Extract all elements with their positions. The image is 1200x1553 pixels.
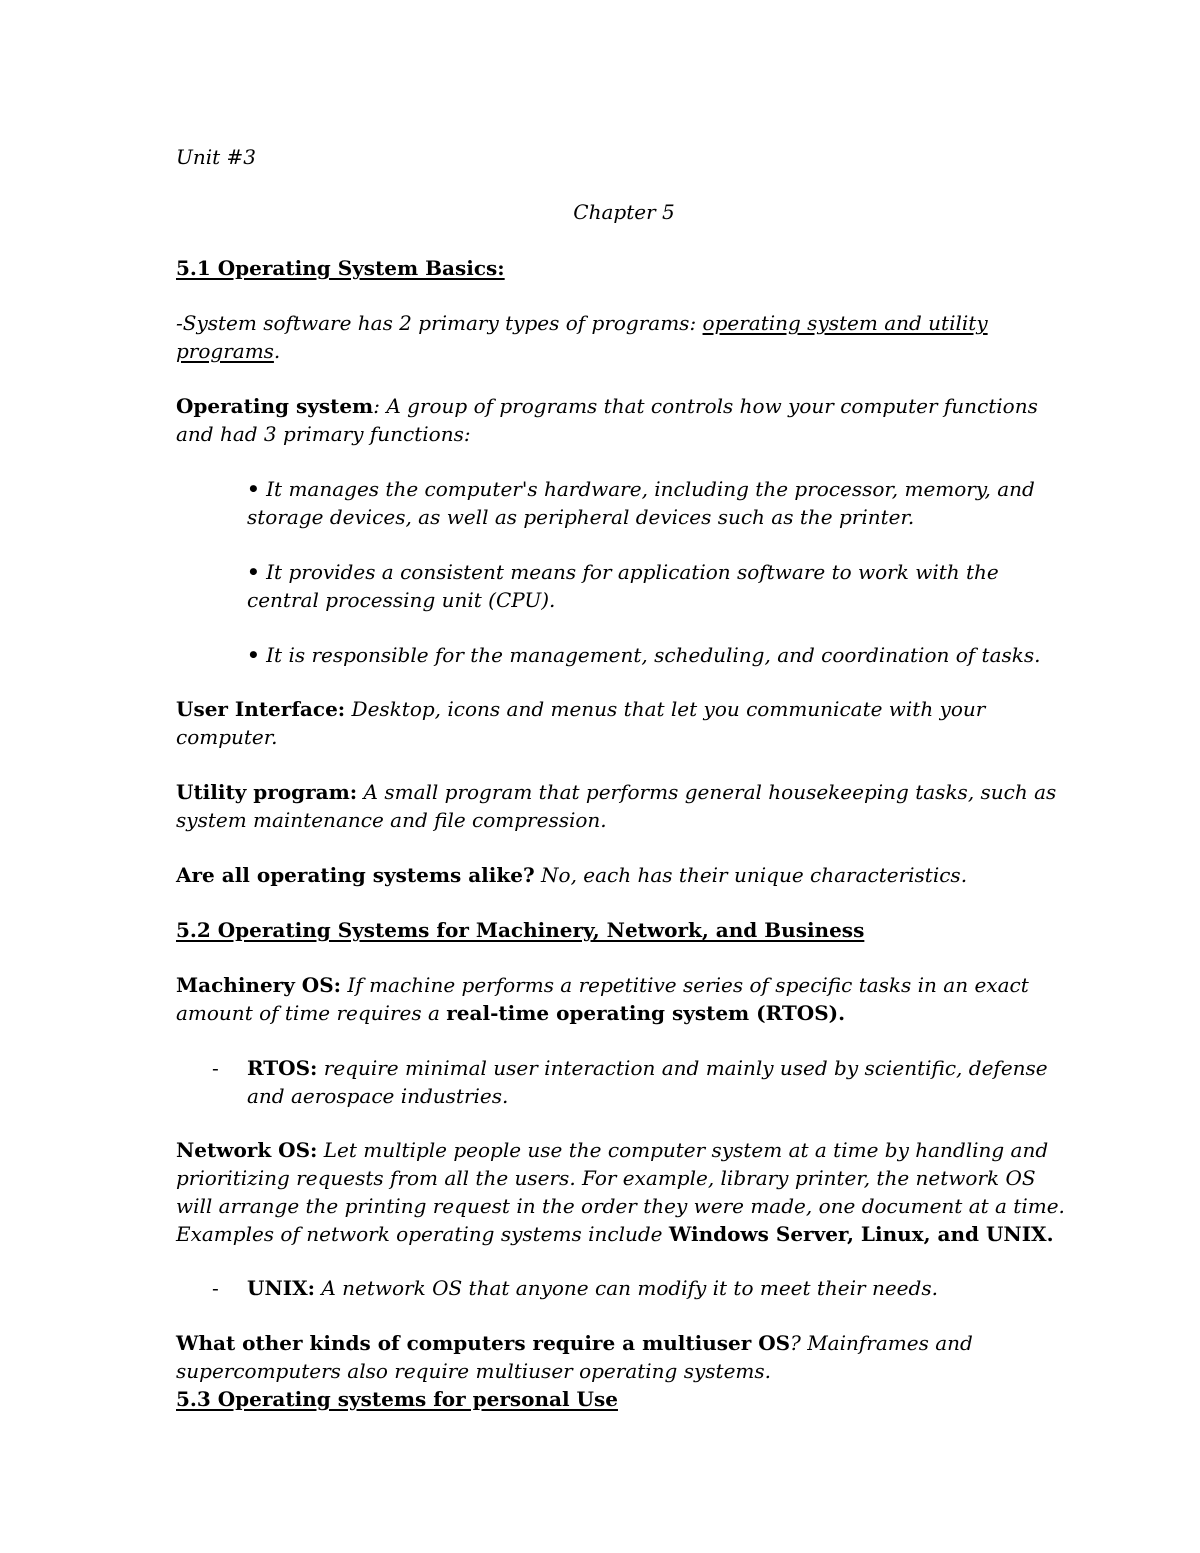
alike-answer: No, each has their unique characteristics. [534, 863, 968, 887]
machinery-os-definition-2: amount of time requires a [176, 1001, 447, 1025]
utility-definition-line-1 [176, 778, 1056, 806]
rtos-term: RTOS: [247, 1056, 318, 1080]
unix-term: UNIX: [247, 1276, 315, 1300]
machinery-os-definition: If machine performs a repetitive series of specific tasks in an exact [341, 973, 1029, 997]
function-2-text: It provides a consistent means for application software to work with the [259, 560, 999, 584]
intro-line-1 [176, 309, 988, 337]
function-2-line-1 [247, 558, 999, 586]
os-colon: : [373, 394, 380, 418]
dash-marker: - [212, 1056, 219, 1080]
machinery-os-term: Machinery OS: [176, 973, 342, 997]
network-os-names: Windows Server, Linux, and UNIX. [668, 1222, 1054, 1246]
section-5-1-heading: 5.1 Operating System Basics: [176, 256, 505, 280]
function-1-text: It manages the computer's hardware, including the processor, memory, and [259, 477, 1035, 501]
os-definition-line-2: and had 3 primary functions: [176, 422, 471, 446]
ui-term: User Interface: [176, 697, 346, 721]
rtos-line-2: and aerospace industries. [247, 1084, 509, 1108]
intro-underlined: operating system and utility [702, 311, 988, 335]
multiuser-line-2: supercomputers also require multiuser operating systems. [176, 1359, 771, 1383]
rtos-term-inline: real-time operating system (RTOS). [446, 1001, 846, 1025]
multiuser-question: What other kinds of computers require a multiuser OS [176, 1331, 791, 1355]
function-2-line-2: central processing unit (CPU). [247, 588, 556, 612]
alike-question-line [176, 861, 967, 889]
alike-question: Are all operating systems alike? [176, 863, 535, 887]
os-term: Operating system [176, 394, 374, 418]
intro-text: -System software has 2 primary types of programs: [176, 311, 703, 335]
chapter-title: Chapter 5 [573, 200, 675, 224]
ui-definition-line-1 [176, 695, 985, 723]
ui-definition-line-2: computer. [176, 725, 278, 749]
machinery-os-line-1 [176, 971, 1029, 999]
multiuser-question-mark: ? [790, 1331, 801, 1355]
os-definition-line-1 [176, 392, 1038, 420]
function-3-line [247, 641, 1041, 669]
section-5-3-heading: 5.3 Operating systems for personal Use [176, 1387, 618, 1411]
dash-marker: - [212, 1276, 219, 1300]
network-os-line-2: prioritizing requests from all the users. For example, library printer, the network OS [176, 1166, 1036, 1190]
utility-term: Utility program: [176, 780, 358, 804]
network-os-definition: Let multiple people use the computer system at a time by handling and [317, 1138, 1049, 1162]
multiuser-line-1 [176, 1329, 973, 1357]
section-5-2-heading: 5.2 Operating Systems for Machinery, Network, and Business [176, 918, 865, 942]
function-1-line-1 [247, 475, 1035, 503]
rtos-line-1 [247, 1054, 1048, 1082]
multiuser-answer: Mainframes and [800, 1331, 973, 1355]
function-3-text: It is responsible for the management, scheduling, and coordination of tasks. [259, 643, 1041, 667]
unit-label: Unit #3 [176, 145, 257, 169]
intro-underlined-2: programs [176, 339, 274, 363]
bullet-icon: • [247, 560, 260, 584]
network-os-line-3: will arrange the printing request in the order they were made, one document at a time. [176, 1194, 1065, 1218]
utility-definition-line-2: system maintenance and file compression. [176, 808, 607, 832]
intro-line-2 [176, 337, 280, 365]
ui-definition: Desktop, icons and menus that let you communicate with your [345, 697, 986, 721]
network-os-term: Network OS: [176, 1138, 318, 1162]
machinery-os-line-2 [176, 999, 845, 1027]
network-os-examples: Examples of network operating systems include [176, 1222, 669, 1246]
network-os-line-4 [176, 1220, 1054, 1248]
function-1-line-2: storage devices, as well as peripheral devices such as the printer. [247, 505, 915, 529]
unix-definition: A network OS that anyone can modify it to meet their needs. [314, 1276, 938, 1300]
rtos-definition: require minimal user interaction and mainly used by scientific, defense [317, 1056, 1048, 1080]
unix-line [247, 1274, 938, 1302]
intro-period: . [273, 339, 281, 363]
bullet-icon: • [247, 477, 260, 501]
os-definition: A group of programs that controls how your computer functions [379, 394, 1038, 418]
bullet-icon: • [247, 643, 260, 667]
utility-definition: A small program that performs general housekeeping tasks, such as [357, 780, 1057, 804]
network-os-line-1 [176, 1136, 1048, 1164]
